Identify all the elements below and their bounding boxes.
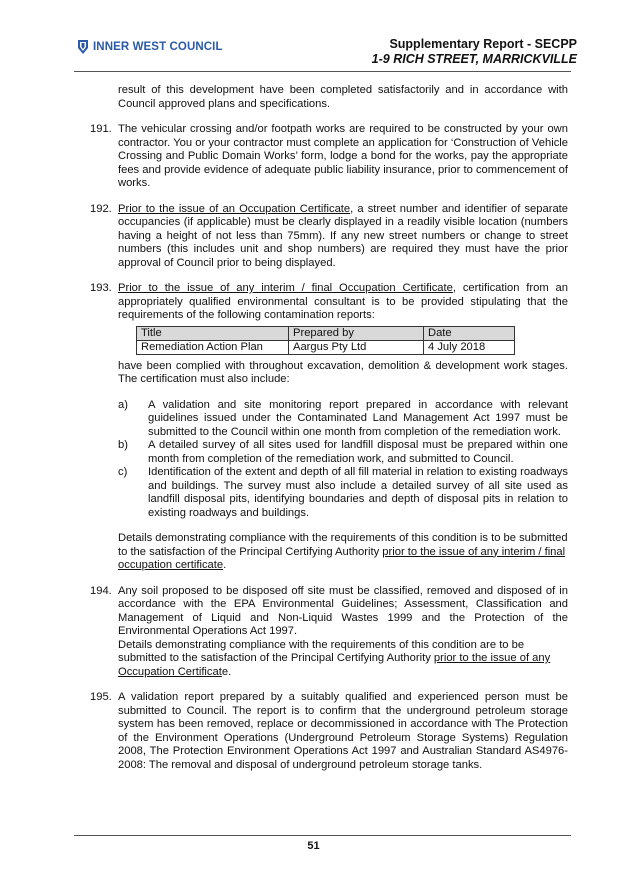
footer-divider xyxy=(74,835,571,836)
compliance-details-end: . xyxy=(223,559,227,571)
condition-text: A validation report prepared by a suitably qualified and experienced person must be submitted to Council. The report is to confirm that the underground petroleum storage system has been removed, replace or decommissioned in accordance with The Protection of the Environment Operations (Underground Petroleum Storage Systems) Regulation 2008, The Protection Environment Operations Act 1997 and Australian Standard AS4976-2008: The removal and disposal of underground petroleum storage tanks. xyxy=(118,691,568,771)
page-number: 51 xyxy=(307,840,320,852)
list-item xyxy=(118,439,568,466)
list-item xyxy=(118,466,568,520)
certification-list xyxy=(118,399,568,521)
compliance-details-text: Details demonstrating compliance with the requirements of this condition are to be submitted to the satisfaction of the Principal Certifying Authority xyxy=(118,638,525,664)
table-cell: Aargus Pty Ltd xyxy=(289,340,424,354)
condition-body: , certification from an appropriately qualified environmental consultant is to be provided stipulating that the requirements of the following contamination reports: xyxy=(118,282,568,321)
document-body xyxy=(90,84,568,784)
table-header-cell: Prepared by xyxy=(289,326,424,340)
report-title xyxy=(257,37,577,67)
condition-text xyxy=(118,203,568,271)
list-item-text: A detailed survey of all sites used for landfill disposal must be prepared within one month from completion of the remediation work, and submitted to Council. xyxy=(148,439,568,465)
table-header-cell: Title xyxy=(137,326,289,340)
list-item xyxy=(118,399,568,440)
list-item-letter: a) xyxy=(118,398,128,411)
table-header-cell: Date xyxy=(424,326,515,340)
table-cell: Remediation Action Plan xyxy=(137,340,289,354)
header-divider xyxy=(74,71,571,72)
council-logo-text: INNER WEST COUNCIL xyxy=(93,41,223,53)
compliance-details-text: Details demonstrating compliance with the requirements of this condition is to be submitted to the satisfaction of the Principal Certifying Authority xyxy=(118,532,568,558)
council-logo xyxy=(76,39,223,55)
condition-text xyxy=(118,282,568,323)
condition-number: 194. xyxy=(90,584,112,597)
table-row xyxy=(137,340,515,354)
condition-194 xyxy=(90,585,568,680)
condition-number: 195. xyxy=(90,691,112,703)
condition-underlined-clause: Prior to the issue of any interim / final Occupation Certificate xyxy=(118,282,453,294)
condition-192 xyxy=(90,203,568,271)
condition-text: The vehicular crossing and/or footpath works are required to be constructed by your own contractor. You or your contractor must complete an application for ‘Construction of Vehicle Crossing and Public Domain Works’ form, lodge a bond for the works, pay the appropriate fees and provide evidence of adequate public liability insurance, prior to commencement of works. xyxy=(118,123,568,189)
after-table-text: have been complied with throughout excavation, demolition & development work stages. The certification must also include: xyxy=(118,359,568,385)
condition-text: Any soil proposed to be disposed off site must be classified, removed and disposed of in accordance with the EPA Environmental Guidelines; Assessment, Classification and Management of Liquid and Non-Liquid Wastes 1999 and the Protection of the Environmental Operations Act 1997. xyxy=(118,584,568,637)
list-item-letter: c) xyxy=(118,466,128,478)
council-logo-icon xyxy=(76,39,90,55)
condition-underlined-clause: Prior to the issue of an Occupation Certificate xyxy=(118,202,351,215)
condition-number: 192. xyxy=(90,202,112,215)
list-item-text: Identification of the extent and depth of all fill material in relation to existing roadways and buildings. The survey must also include a detailed survey of all site used as landfill disposal pits, identifying boundaries and depth of disposal pits in relation to existing roadways and buildings. xyxy=(148,466,568,519)
condition-195 xyxy=(90,691,568,772)
condition-body: , a street number and identifier of separate occupancies (if applicable) must be clearly displayed in a readily visible location (numbers having a height of not less than 75mm). If any new street numbers or change to street numbers (this includes unit and shop numbers) are required they must have the prior approval of Council prior to being displayed. xyxy=(118,202,568,269)
page-header xyxy=(0,0,627,80)
report-title-line1: Supplementary Report - SECPP xyxy=(389,37,577,51)
table-cell: 4 July 2018 xyxy=(424,340,515,354)
list-item-text: A validation and site monitoring report prepared in accordance with relevant guidelines issued under the Contaminated Land Management Act 1997 must be submitted to the Council within one month from completion of the remediation work. xyxy=(148,398,568,438)
compliance-details-underlined: prior to the issue of any Occupation Certificat xyxy=(118,652,551,678)
compliance-details-end: e. xyxy=(221,665,232,678)
condition-number: 193. xyxy=(90,282,112,294)
condition-193 xyxy=(90,282,568,573)
condition-number: 191. xyxy=(90,123,112,135)
compliance-details xyxy=(118,639,568,680)
list-item-letter: b) xyxy=(118,439,128,451)
compliance-details xyxy=(118,532,568,573)
contamination-reports-table xyxy=(136,326,515,355)
report-title-line2: 1-9 RICH STREET, MARRICKVILLE xyxy=(371,52,577,66)
compliance-details-underlined: prior to the issue of any interim / final occupation certificate xyxy=(118,545,566,571)
condition-191 xyxy=(90,123,568,191)
continuation-paragraph: result of this development have been completed satisfactorily and in accordance with Council approved plans and specifications. xyxy=(118,84,568,110)
table-header-row xyxy=(137,326,515,340)
